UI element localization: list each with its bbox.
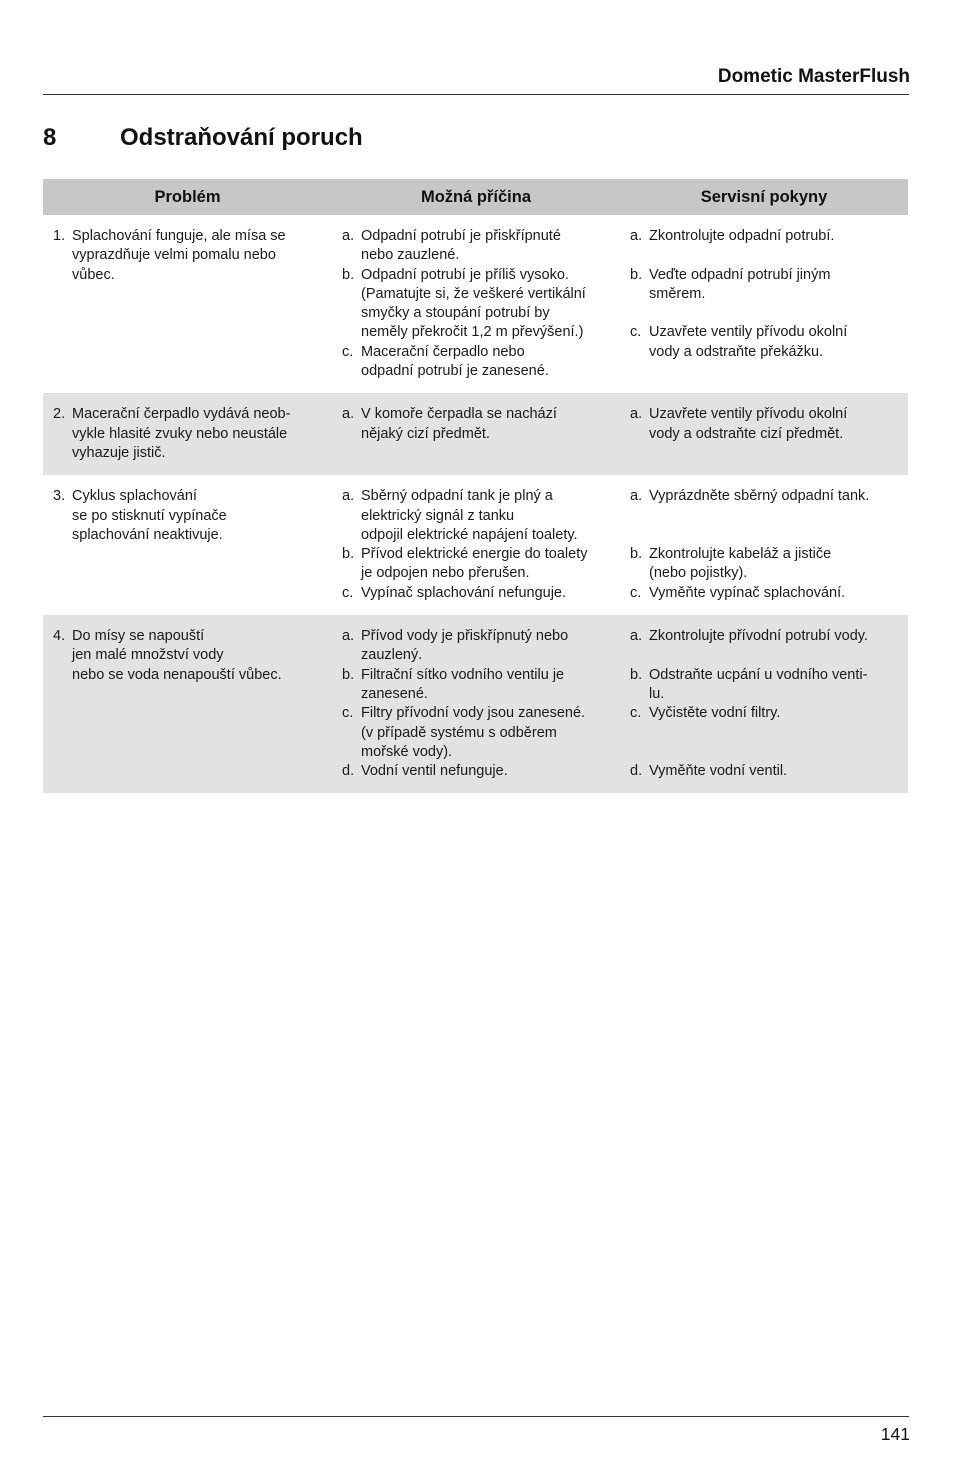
text-line: Odpadní potrubí je příliš vysoko.	[361, 266, 569, 283]
text-line: jen malé množství vody	[72, 647, 224, 664]
item-marker: d.	[342, 763, 355, 780]
item-marker: a.	[342, 406, 355, 423]
action-cell	[620, 615, 908, 793]
cause-cell	[332, 215, 620, 393]
item-text	[649, 323, 900, 362]
list-item	[342, 266, 612, 343]
item-text	[649, 405, 900, 444]
item-text	[361, 545, 612, 584]
list-item	[342, 487, 612, 545]
list-item	[630, 227, 900, 246]
text-line: Filtrační sítko vodního ventilu je	[361, 666, 565, 683]
action-cell	[620, 393, 908, 475]
text-line: smyčky a stoupání potrubí by	[361, 305, 550, 322]
text-line: Macerační čerpadlo nebo	[361, 343, 525, 360]
item-marker: a.	[342, 628, 355, 645]
list-item	[630, 405, 900, 444]
list-item	[630, 266, 900, 305]
item-text	[649, 227, 900, 246]
item-marker: a.	[342, 228, 355, 244]
list-item	[342, 584, 612, 603]
item-marker: b.	[342, 266, 355, 283]
text-line: vůbec.	[72, 266, 115, 283]
list-item	[630, 627, 900, 646]
list-item	[342, 227, 612, 266]
header-divider	[43, 94, 909, 95]
text-line: Přívod vody je přiskřípnutý nebo	[361, 628, 569, 645]
item-marker: b.	[342, 546, 355, 563]
list-item	[630, 323, 900, 362]
item-text	[361, 405, 612, 444]
text-line: Cyklus splachování	[72, 488, 197, 505]
column-header-service: Servisní pokyny	[620, 179, 908, 215]
table-header-row	[43, 179, 908, 215]
text-line: Uzavřete ventily přívodu okolní	[649, 406, 848, 423]
item-marker: a.	[630, 628, 643, 645]
item-text	[649, 487, 900, 506]
troubleshooting-table	[43, 179, 908, 793]
item-text	[72, 627, 324, 685]
item-text	[72, 227, 324, 285]
text-line: Sběrný odpadní tank je plný a	[361, 488, 553, 505]
text-line: vykle hlasité zvuky nebo neustále	[72, 425, 288, 442]
item-marker: 4.	[53, 628, 66, 645]
item-marker: b.	[630, 266, 643, 283]
item-text	[649, 266, 900, 305]
text-line: Vyčistěte vodní filtry.	[649, 705, 781, 722]
page-number: 141	[880, 1424, 910, 1444]
item-marker: b.	[630, 666, 643, 683]
item-marker: b.	[630, 546, 643, 563]
item-marker: c.	[342, 705, 354, 722]
text-line: je odpojen nebo přerušen.	[361, 565, 530, 582]
item-text	[361, 704, 612, 762]
list-item	[630, 487, 900, 506]
column-header-cause: Možná příčina	[332, 179, 620, 215]
text-line: odpadní potrubí je zanesené.	[361, 363, 549, 380]
text-line: Odpadní potrubí je přiskřípnuté	[361, 228, 561, 244]
spacer	[630, 304, 900, 323]
text-line: neměly překročit 1,2 m převýšení.)	[361, 324, 584, 341]
list-item	[342, 545, 612, 584]
spacer	[630, 646, 900, 665]
text-line: Zkontrolujte přívodní potrubí vody.	[649, 628, 868, 645]
text-line: splachování neaktivuje.	[72, 526, 223, 543]
text-line: Splachování funguje, ale mísa se	[72, 228, 286, 244]
text-line: nějaký cizí předmět.	[361, 425, 490, 442]
text-line: vyhazuje jistič.	[72, 444, 166, 461]
item-text	[361, 627, 612, 666]
text-line: Zkontrolujte kabeláž a jističe	[649, 546, 832, 563]
item-marker: d.	[630, 763, 643, 780]
problem-cell	[43, 215, 332, 393]
text-line: Vyměňte vodní ventil.	[649, 763, 788, 780]
text-line: směrem.	[649, 285, 706, 302]
item-marker: c.	[342, 343, 354, 360]
item-text	[361, 584, 612, 603]
item-marker: c.	[630, 584, 642, 601]
item-text	[649, 627, 900, 646]
table-row	[43, 615, 908, 793]
column-header-problem: Problém	[43, 179, 332, 215]
text-line: Zkontrolujte odpadní potrubí.	[649, 228, 835, 244]
item-text	[361, 666, 612, 705]
section-heading	[43, 124, 363, 152]
list-item	[53, 405, 324, 463]
problem-cell	[43, 393, 332, 475]
table-row	[43, 475, 908, 615]
cause-cell	[332, 393, 620, 475]
item-text	[72, 405, 324, 463]
list-item	[630, 584, 900, 603]
text-line: Vodní ventil nefunguje.	[361, 763, 508, 780]
text-line: zanesené.	[361, 685, 428, 702]
item-marker: b.	[342, 666, 355, 683]
item-text	[649, 666, 900, 705]
cause-cell	[332, 615, 620, 793]
text-line: Do mísy se napouští	[72, 628, 205, 645]
section-number: 8	[43, 124, 57, 151]
table-row	[43, 215, 908, 393]
item-marker: a.	[630, 488, 643, 505]
item-marker: 2.	[53, 406, 66, 423]
item-text	[361, 487, 612, 545]
text-line: nebo se voda nenapouští vůbec.	[72, 666, 282, 683]
item-marker: a.	[630, 406, 643, 423]
list-item	[630, 762, 900, 781]
text-line: vody a odstraňte cizí předmět.	[649, 425, 844, 442]
text-line: zauzlený.	[361, 647, 423, 664]
text-line: (nebo pojistky).	[649, 565, 748, 582]
list-item	[342, 627, 612, 666]
item-text	[649, 704, 900, 723]
action-cell	[620, 475, 908, 615]
spacer	[630, 507, 900, 546]
text-line: lu.	[649, 685, 665, 702]
list-item	[53, 627, 324, 685]
item-text	[361, 227, 612, 266]
text-line: Veďte odpadní potrubí jiným	[649, 266, 831, 283]
text-line: mořské vody).	[361, 743, 453, 760]
text-line: Odstraňte ucpání u vodního venti-	[649, 666, 868, 683]
text-line: nebo zauzlené.	[361, 247, 460, 264]
item-text	[649, 762, 900, 781]
text-line: V komoře čerpadla se nachází	[361, 406, 557, 423]
text-line: Přívod elektrické energie do toalety	[361, 546, 588, 563]
list-item	[630, 666, 900, 705]
text-line: elektrický signál z tanku	[361, 507, 515, 524]
item-marker: c.	[630, 705, 642, 722]
text-line: Vyprázdněte sběrný odpadní tank.	[649, 488, 870, 505]
item-text	[72, 487, 324, 545]
item-marker: c.	[342, 584, 354, 601]
cause-cell	[332, 475, 620, 615]
item-marker: c.	[630, 324, 642, 341]
spacer	[630, 724, 900, 763]
list-item	[342, 704, 612, 762]
item-text	[361, 266, 612, 343]
text-line: se po stisknutí vypínače	[72, 507, 227, 524]
footer-divider	[43, 1416, 909, 1417]
text-line: vody a odstraňte překážku.	[649, 343, 824, 360]
item-marker: a.	[342, 488, 355, 505]
list-item	[630, 704, 900, 723]
text-line: (v případě systému s odběrem	[361, 724, 557, 741]
problem-cell	[43, 475, 332, 615]
table-row	[43, 393, 908, 475]
item-marker: a.	[630, 228, 643, 244]
list-item	[342, 762, 612, 781]
problem-cell	[43, 615, 332, 793]
list-item	[630, 545, 900, 584]
action-cell	[620, 215, 908, 393]
spacer	[630, 246, 900, 265]
text-line: odpojil elektrické napájení toalety.	[361, 526, 578, 543]
list-item	[342, 405, 612, 444]
section-title: Odstraňování poruch	[120, 124, 363, 151]
list-item	[342, 666, 612, 705]
text-line: Vypínač splachování nefunguje.	[361, 584, 567, 601]
text-line: (Pamatujte si, že veškeré vertikální	[361, 285, 586, 302]
item-text	[649, 584, 900, 603]
item-text	[649, 545, 900, 584]
text-line: Filtry přívodní vody jsou zanesené.	[361, 705, 586, 722]
text-line: vyprazdňuje velmi pomalu nebo	[72, 247, 276, 264]
item-marker: 3.	[53, 488, 66, 505]
list-item	[53, 227, 324, 285]
text-line: Vyměňte vypínač splachování.	[649, 584, 846, 601]
text-line: Macerační čerpadlo vydává neob-	[72, 406, 291, 423]
item-marker: 1.	[53, 228, 66, 244]
item-text	[361, 343, 612, 382]
list-item	[53, 487, 324, 545]
text-line: Uzavřete ventily přívodu okolní	[649, 324, 848, 341]
item-text	[361, 762, 612, 781]
brand-name: Dometic MasterFlush	[717, 66, 910, 87]
list-item	[342, 343, 612, 382]
